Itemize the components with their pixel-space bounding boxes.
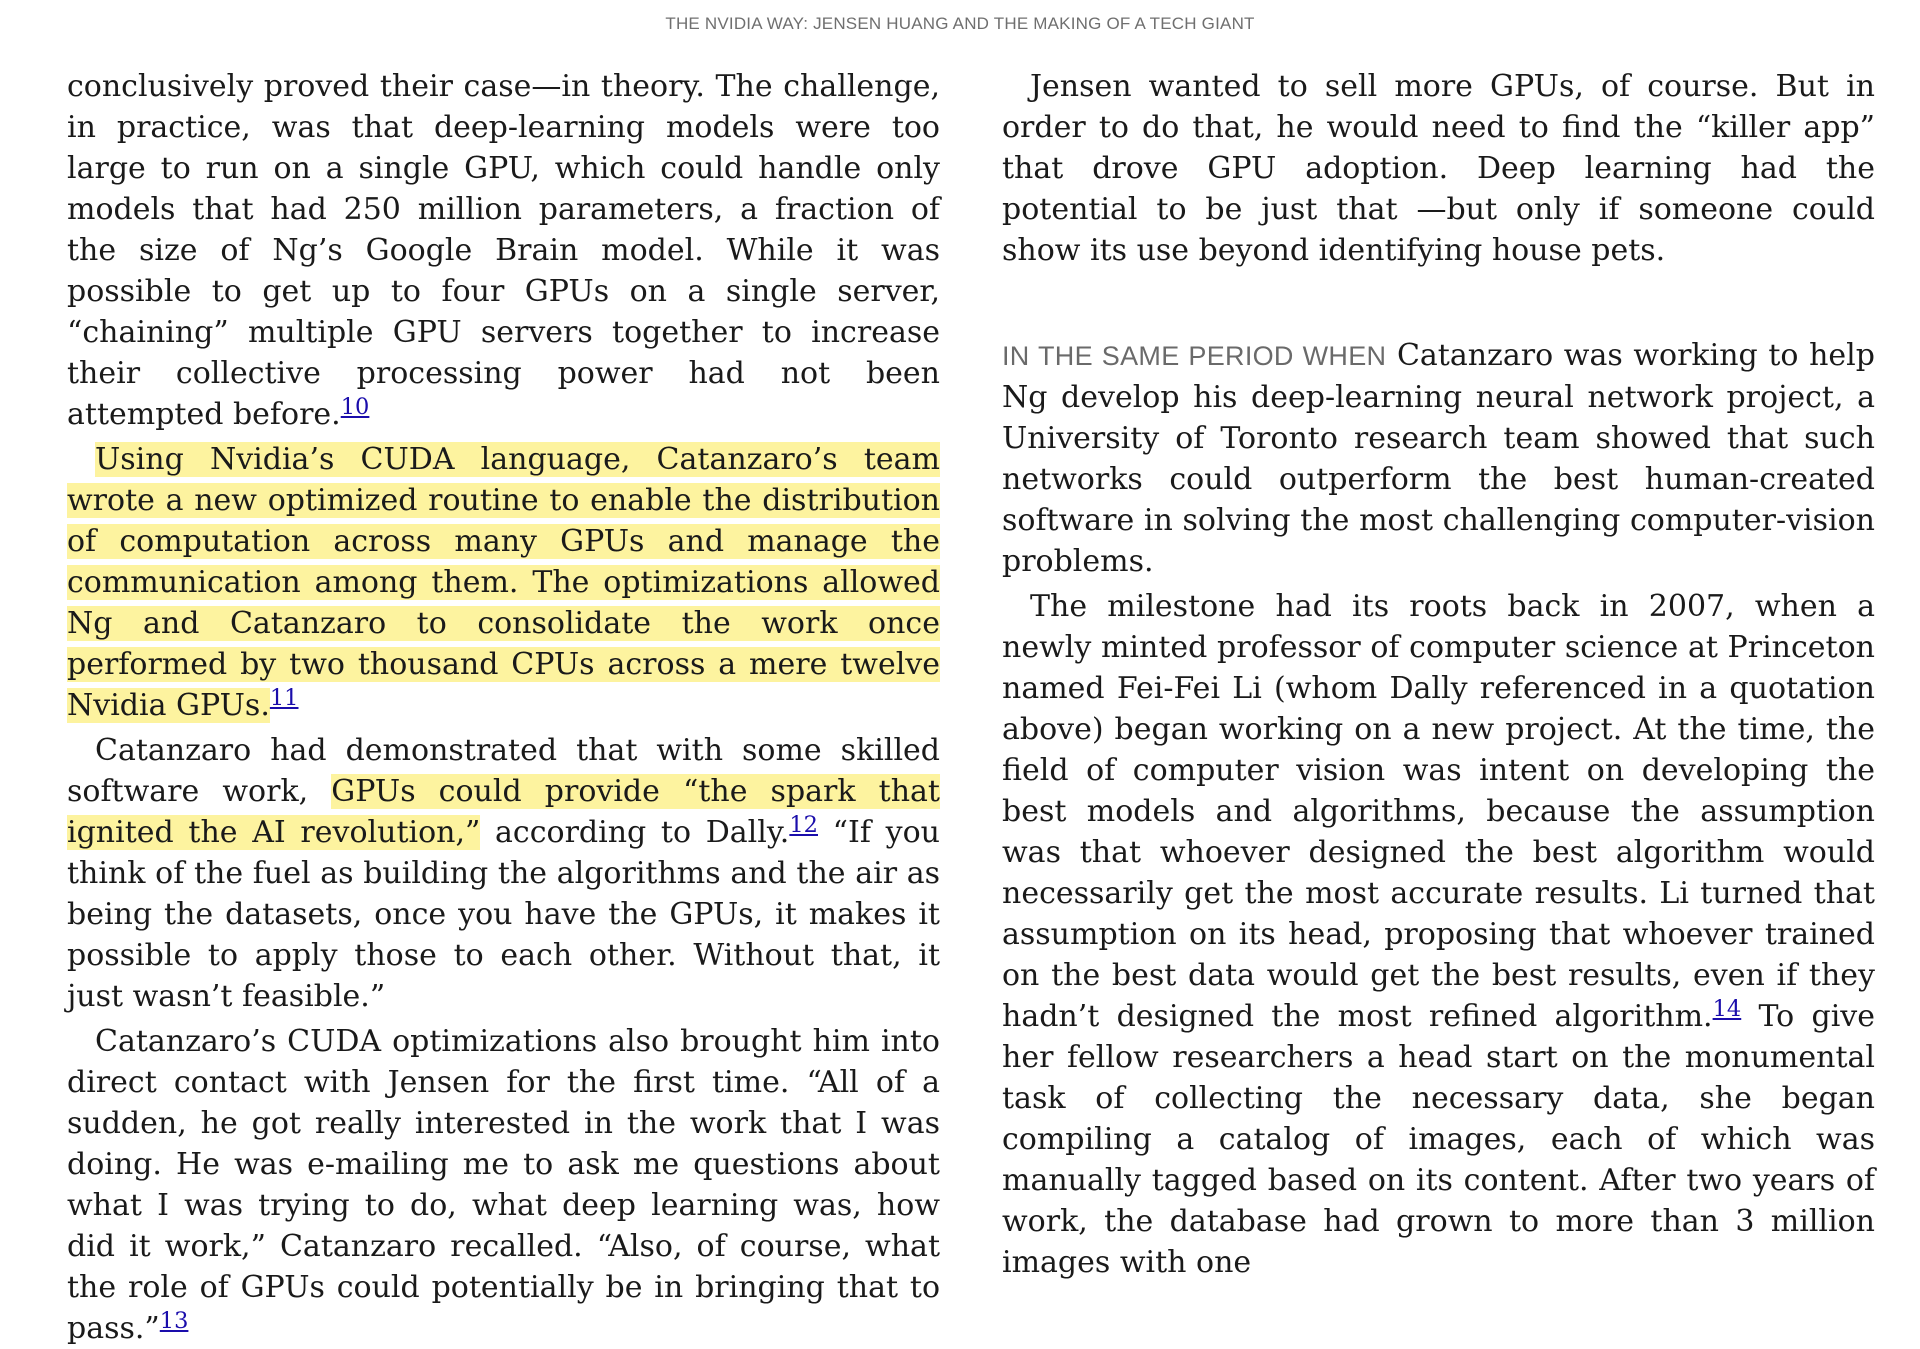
paragraph [1002, 66, 1875, 271]
paragraph-text: according to Dally. [480, 815, 790, 850]
section-opening-paragraph [1002, 335, 1875, 582]
footnote-link[interactable]: 14 [1712, 995, 1742, 1022]
section-lead-in: IN THE SAME PERIOD WHEN [1002, 341, 1387, 371]
highlight[interactable]: GPUs could provide “the spark that ignited the AI revolution,” [67, 774, 940, 850]
paragraph-text: conclusively proved their case—in theory. The challenge, in practice, was that deep-learning models were too large to run on a single GPU, which could handle only models that had 250 million parameters, a fraction of the size of Ng’s Google Brain model. While it was possible to get up to four GPUs on a single server, “chaining” multiple GPU servers together to increase their collective processing power had not been attempted before. [67, 69, 940, 432]
left-column [67, 66, 940, 1349]
right-column [1002, 66, 1875, 1283]
footnote-link[interactable]: 13 [159, 1307, 189, 1334]
paragraph [67, 1021, 940, 1349]
footnote-link[interactable]: 10 [340, 393, 370, 420]
paragraph [67, 66, 940, 435]
paragraph-text: “If you think of the fuel as building the algorithms and the air as being the datasets, once you have the GPUs, it makes it possible to apply those to each other. Without that, it just wasn’t feasible.” [67, 815, 940, 1014]
paragraph-text: Catanzaro was working to help Ng develop his deep-learning neural network project, a University of Toronto research team showed that such networks could outperform the best human-created software in solving the most challenging computer-vision problems. [1002, 338, 1875, 579]
paragraph-text: Catanzaro had demonstrated that with some skilled software work, [67, 733, 940, 809]
paragraph-text: To give her fellow researchers a head start on the monumental task of collecting the necessary data, she began compiling a catalog of images, each of which was manually tagged based on its content. After two years of work, the database had grown to more than 3 million images with one [1002, 999, 1876, 1280]
running-header: THE NVIDIA WAY: JENSEN HUANG AND THE MAKING OF A TECH GIANT [665, 14, 1255, 33]
paragraph [1002, 586, 1875, 1283]
paragraph-text: The milestone had its roots back in 2007, when a newly minted professor of computer science at Princeton named Fei-Fei Li (whom Dally referenced in a quotation above) began working on a new project. At the time, the field of computer vision was intent on developing the best models and algorithms, because the assumption was that whoever designed the best algorithm would necessarily get the most accurate results. Li turned that assumption on its head, proposing that whoever trained on the best data would get the best results, even if they hadn’t designed the most refined algorithm. [1002, 589, 1875, 1034]
highlight[interactable]: Using Nvidia’s CUDA language, Catanzaro’s team wrote a new optimized routine to enable the distribution of computation across many GPUs and manage the communication among them. The optimizations allowed Ng and Catanzaro to consolidate the work once performed by two thousand CPUs across a mere twelve Nvidia GPUs. [67, 442, 940, 723]
paragraph [67, 730, 940, 1017]
footnote-link[interactable]: 11 [269, 684, 299, 711]
footnote-link[interactable]: 12 [789, 811, 818, 838]
paragraph-text: Catanzaro’s CUDA optimizations also brought him into direct contact with Jensen for the first time. “All of a sudden, he got really interested in the work that I was doing. He was e-mailing me to ask me questions about what I was trying to do, what deep learning was, how did it work,” Catanzaro recalled. “Also, of course, what the role of GPUs could potentially be in bringing that to pass.” [67, 1024, 940, 1346]
highlighted-paragraph [67, 439, 940, 726]
paragraph-text: Jensen wanted to sell more GPUs, of course. But in order to do that, he would need to find the “killer app” that drove GPU adoption. Deep learning had the potential to be just that —but only if someone could show its use beyond identifying house pets. [1002, 69, 1875, 268]
